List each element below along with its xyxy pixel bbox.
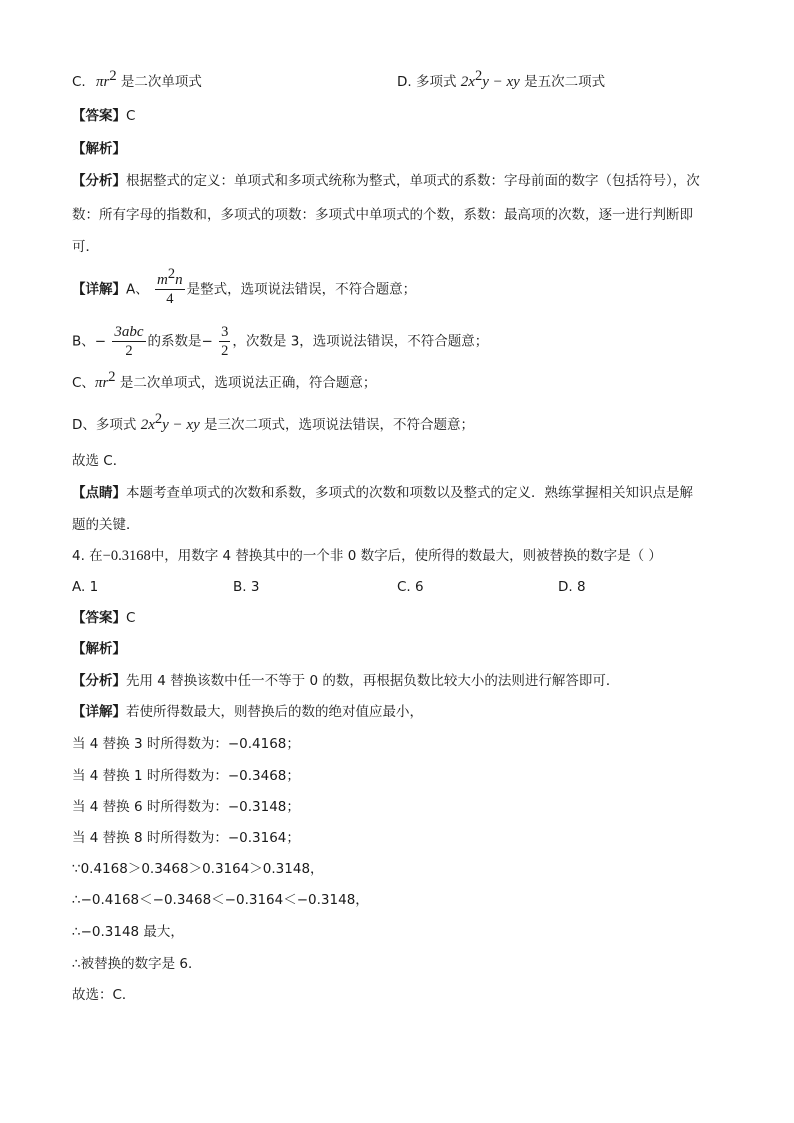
q3-option-c: [72, 68, 202, 91]
xiangjie-tag: 【详解】: [72, 704, 126, 720]
item-text: 是整式，选项说法错误，不符合题意；: [186, 281, 417, 298]
q3-dianjing-line2: 题的关键．: [72, 517, 140, 533]
item-label: D、多项式: [72, 417, 137, 433]
q3-conclusion: 故选 C．: [72, 453, 127, 469]
q4-xiangjie: [72, 703, 423, 721]
q3-option-d: [397, 68, 606, 91]
analysis-tag: 【解析】: [72, 641, 126, 657]
q4-step: 当 4 替换 3 时所得数为：−0.4168；: [72, 736, 300, 752]
q4-step: 故选：C．: [72, 987, 136, 1003]
q3-answer: [72, 107, 135, 125]
option-text: 是二次单项式: [120, 74, 202, 90]
item-expression-a: 2x: [140, 417, 155, 433]
fraction: [155, 266, 185, 308]
q4-option-b: B. 3: [233, 579, 260, 595]
q3-xiangjie-a: [72, 266, 417, 308]
item-expression: πr: [94, 375, 109, 391]
numerator: m: [157, 272, 168, 288]
item-label: A、: [126, 281, 149, 298]
q4-stem: [72, 547, 662, 565]
q3-xiangjie-b: [72, 323, 488, 360]
stem-prefix: 4. 在: [72, 548, 103, 564]
option-text: 是五次二项式: [524, 74, 606, 90]
exponent: 2: [167, 266, 176, 282]
q4-option-c: C. 6: [397, 579, 424, 595]
q4-fenxi: [72, 672, 619, 690]
option-expression-b: y − xy: [482, 74, 520, 90]
q4-analysis-heading: [72, 640, 126, 658]
option-label: D. 多项式: [397, 74, 457, 90]
answer-tag: 【答案】: [72, 108, 126, 124]
xiangjie-tag: 【详解】: [72, 281, 126, 298]
q3-fenxi-line2: 数：所有字母的指数和，多项式的项数：多项式中单项式的个数，系数：最高项的次数，逐一进行判断即: [72, 207, 693, 223]
q4-option-d: D. 8: [558, 579, 586, 595]
denominator: 4: [166, 291, 174, 307]
item-label: C、: [72, 375, 95, 391]
item-text: 是三次二项式，选项说法错误，不符合题意；: [204, 417, 475, 433]
q3-xiangjie-d: [72, 411, 475, 434]
item-mid: 的系数是−: [147, 333, 213, 350]
option-label: C.: [72, 74, 86, 90]
q4-step: 当 4 替换 6 时所得数为：−0.3148；: [72, 799, 300, 815]
numerator: 3: [221, 324, 229, 340]
item-text: 是二次单项式，选项说法正确，符合题意；: [119, 375, 377, 391]
q4-step: ∴被替换的数字是 6．: [72, 956, 202, 972]
exponent: 2: [474, 68, 483, 84]
q3-xiangjie-c: [72, 369, 377, 392]
stem-text: 中，用数字 4 替换其中的一个非 0 数字后，使所得的数最大，则被替换的数字是（ ）: [150, 548, 662, 564]
q4-step: ∴−0.4168＜−0.3468＜−0.3164＜−0.3148，: [72, 892, 369, 908]
q4-option-a: A. 1: [72, 579, 99, 595]
fenxi-tag: 【分析】: [72, 673, 126, 689]
item-expression-b: y − xy: [162, 417, 200, 433]
denominator: 2: [221, 343, 229, 359]
q3-fenxi-line1: [72, 172, 700, 190]
q3-dianjing-line1: [72, 484, 693, 502]
fenxi-tag: 【分析】: [72, 173, 126, 189]
q4-step: ∵0.4168＞0.3468＞0.3164＞0.3148，: [72, 861, 324, 877]
numerator: 3abc: [114, 324, 144, 340]
q4-step: 当 4 替换 8 时所得数为：−0.3164；: [72, 830, 300, 846]
option-expression: πr: [96, 74, 110, 90]
exponent: 2: [154, 411, 163, 427]
fraction: [112, 323, 145, 360]
q4-answer: [72, 609, 135, 627]
q3-fenxi-line3: 可．: [72, 239, 99, 255]
answer-value: C: [126, 610, 136, 626]
fenxi-text: 先用 4 替换该数中任一不等于 0 的数，再根据负数比较大小的法则进行解答即可．: [126, 673, 620, 689]
dianjing-tag: 【点睛】: [72, 485, 126, 501]
stem-number: −0.3168: [102, 548, 151, 564]
exponent: 2: [108, 369, 116, 385]
q3-analysis-heading: [72, 140, 126, 158]
xiangjie-text: 若使所得数最大，则替换后的数的绝对值应最小，: [126, 704, 423, 720]
fenxi-text: 根据整式的定义：单项式和多项式统称为整式，单项式的系数：字母前面的数字（包括符号），次: [126, 173, 700, 189]
numerator-b: n: [175, 272, 183, 288]
q4-step: 当 4 替换 1 时所得数为：−0.3468；: [72, 768, 300, 784]
q4-step: ∴−0.3148 最大，: [72, 924, 184, 940]
item-text: ，次数是 3，选项说法错误，不符合题意；: [232, 333, 489, 350]
fraction: [219, 323, 230, 360]
dianjing-text: 本题考查单项式的次数和系数，多项式的次数和项数以及整式的定义．熟练掌握相关知识点是解: [126, 485, 693, 501]
option-expression-a: 2x: [460, 74, 475, 90]
exponent: 2: [109, 68, 117, 84]
answer-tag: 【答案】: [72, 610, 126, 626]
analysis-tag: 【解析】: [72, 141, 126, 157]
answer-value: C: [126, 108, 136, 124]
denominator: 2: [125, 343, 133, 359]
item-label: B、−: [72, 333, 107, 350]
